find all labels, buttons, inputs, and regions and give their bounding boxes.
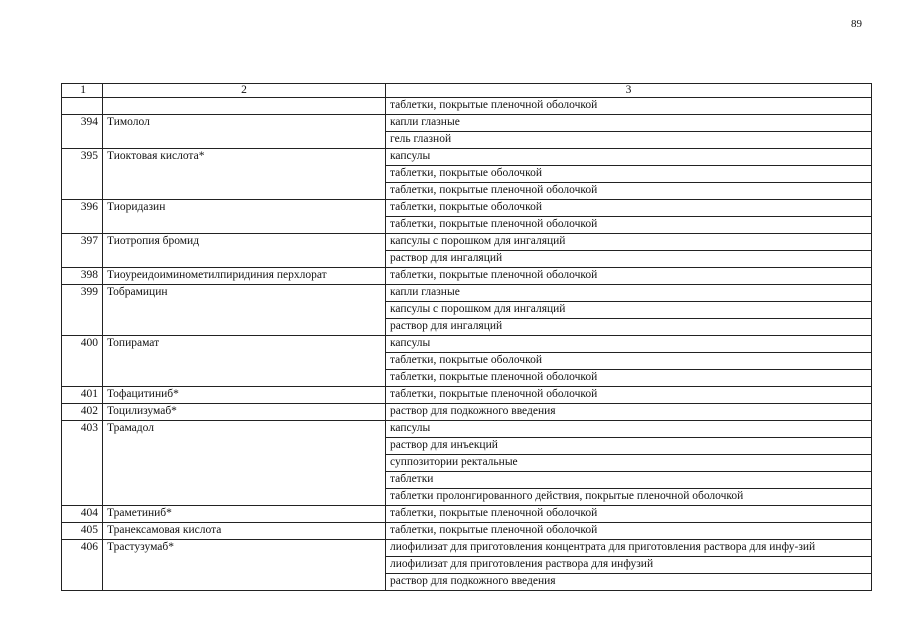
dosage-form-cell: капли глазные bbox=[386, 115, 872, 132]
dosage-form-cell: раствор для подкожного введения bbox=[386, 574, 872, 591]
drug-number-cell: 399 bbox=[62, 285, 103, 336]
drug-number-cell: 394 bbox=[62, 115, 103, 149]
drug-number-cell: 397 bbox=[62, 234, 103, 268]
table-header-row bbox=[62, 84, 872, 98]
drug-number-cell: 404 bbox=[62, 506, 103, 523]
drug-name-cell: Трамадол bbox=[103, 421, 386, 506]
drug-forms-table bbox=[61, 83, 872, 591]
table-body bbox=[62, 98, 872, 591]
drug-name-cell: Топирамат bbox=[103, 336, 386, 387]
dosage-form-cell: таблетки bbox=[386, 472, 872, 489]
drug-name-cell: Тимолол bbox=[103, 115, 386, 149]
table-row bbox=[62, 421, 872, 438]
drug-number-cell: 396 bbox=[62, 200, 103, 234]
drug-name-cell: Траметиниб* bbox=[103, 506, 386, 523]
dosage-form-cell: таблетки, покрытые пленочной оболочкой bbox=[386, 370, 872, 387]
dosage-form-cell: таблетки, покрытые оболочкой bbox=[386, 200, 872, 217]
dosage-form-cell: таблетки, покрытые пленочной оболочкой bbox=[386, 268, 872, 285]
table-row bbox=[62, 523, 872, 540]
dosage-form-cell: таблетки, покрытые пленочной оболочкой bbox=[386, 387, 872, 404]
dosage-form-cell: таблетки, покрытые пленочной оболочкой bbox=[386, 523, 872, 540]
drug-name-cell: Тиотропия бромид bbox=[103, 234, 386, 268]
dosage-form-cell: таблетки, покрытые пленочной оболочкой bbox=[386, 506, 872, 523]
drug-name-cell: Тофацитиниб* bbox=[103, 387, 386, 404]
dosage-form-cell: раствор для подкожного введения bbox=[386, 404, 872, 421]
dosage-form-cell: капсулы bbox=[386, 149, 872, 166]
table-row bbox=[62, 268, 872, 285]
table-row bbox=[62, 115, 872, 132]
dosage-form-cell: гель глазной bbox=[386, 132, 872, 149]
dosage-form-cell: раствор для ингаляций bbox=[386, 251, 872, 268]
drug-number-cell: 402 bbox=[62, 404, 103, 421]
drug-name-cell: Тиоктовая кислота* bbox=[103, 149, 386, 200]
table-row bbox=[62, 234, 872, 251]
drug-name-cell: Тиоуреидоиминометилпиридиния перхлорат bbox=[103, 268, 386, 285]
table-row bbox=[62, 98, 872, 115]
dosage-form-cell: капли глазные bbox=[386, 285, 872, 302]
drug-name-cell: Тиоридазин bbox=[103, 200, 386, 234]
drug-number-cell: 401 bbox=[62, 387, 103, 404]
page-number: 89 bbox=[851, 18, 862, 30]
drug-number-cell: 405 bbox=[62, 523, 103, 540]
table-row bbox=[62, 387, 872, 404]
dosage-form-cell: лиофилизат для приготовления раствора для инфузий bbox=[386, 557, 872, 574]
column-header-number: 1 bbox=[62, 84, 103, 98]
dosage-form-cell: таблетки, покрытые пленочной оболочкой bbox=[386, 183, 872, 200]
dosage-form-cell: капсулы с порошком для ингаляций bbox=[386, 234, 872, 251]
table-row bbox=[62, 540, 872, 557]
drug-name-cell: Тобрамицин bbox=[103, 285, 386, 336]
drug-name-cell: Тоцилизумаб* bbox=[103, 404, 386, 421]
table-row bbox=[62, 149, 872, 166]
dosage-form-cell: лиофилизат для приготовления концентрата для приготовления раствора для инфу-зий bbox=[386, 540, 872, 557]
table-row bbox=[62, 404, 872, 421]
dosage-form-cell: таблетки, покрытые оболочкой bbox=[386, 353, 872, 370]
dosage-form-cell: таблетки пролонгированного действия, покрытые пленочной оболочкой bbox=[386, 489, 872, 506]
drug-name-cell: Транексамовая кислота bbox=[103, 523, 386, 540]
drug-number-cell bbox=[62, 98, 103, 115]
dosage-form-cell: таблетки, покрытые пленочной оболочкой bbox=[386, 217, 872, 234]
column-header-name: 2 bbox=[103, 84, 386, 98]
table-row bbox=[62, 285, 872, 302]
dosage-form-cell: таблетки, покрытые оболочкой bbox=[386, 166, 872, 183]
table-row bbox=[62, 200, 872, 217]
table-row bbox=[62, 506, 872, 523]
drug-number-cell: 395 bbox=[62, 149, 103, 200]
drug-number-cell: 400 bbox=[62, 336, 103, 387]
dosage-form-cell: раствор для инъекций bbox=[386, 438, 872, 455]
dosage-form-cell: суппозитории ректальные bbox=[386, 455, 872, 472]
table-row bbox=[62, 336, 872, 353]
dosage-form-cell: капсулы с порошком для ингаляций bbox=[386, 302, 872, 319]
drug-name-cell bbox=[103, 98, 386, 115]
column-header-forms: 3 bbox=[386, 84, 872, 98]
dosage-form-cell: таблетки, покрытые пленочной оболочкой bbox=[386, 98, 872, 115]
drug-name-cell: Трастузумаб* bbox=[103, 540, 386, 591]
drug-number-cell: 398 bbox=[62, 268, 103, 285]
dosage-form-cell: капсулы bbox=[386, 336, 872, 353]
drug-number-cell: 403 bbox=[62, 421, 103, 506]
drug-number-cell: 406 bbox=[62, 540, 103, 591]
dosage-form-cell: раствор для ингаляций bbox=[386, 319, 872, 336]
dosage-form-cell: капсулы bbox=[386, 421, 872, 438]
